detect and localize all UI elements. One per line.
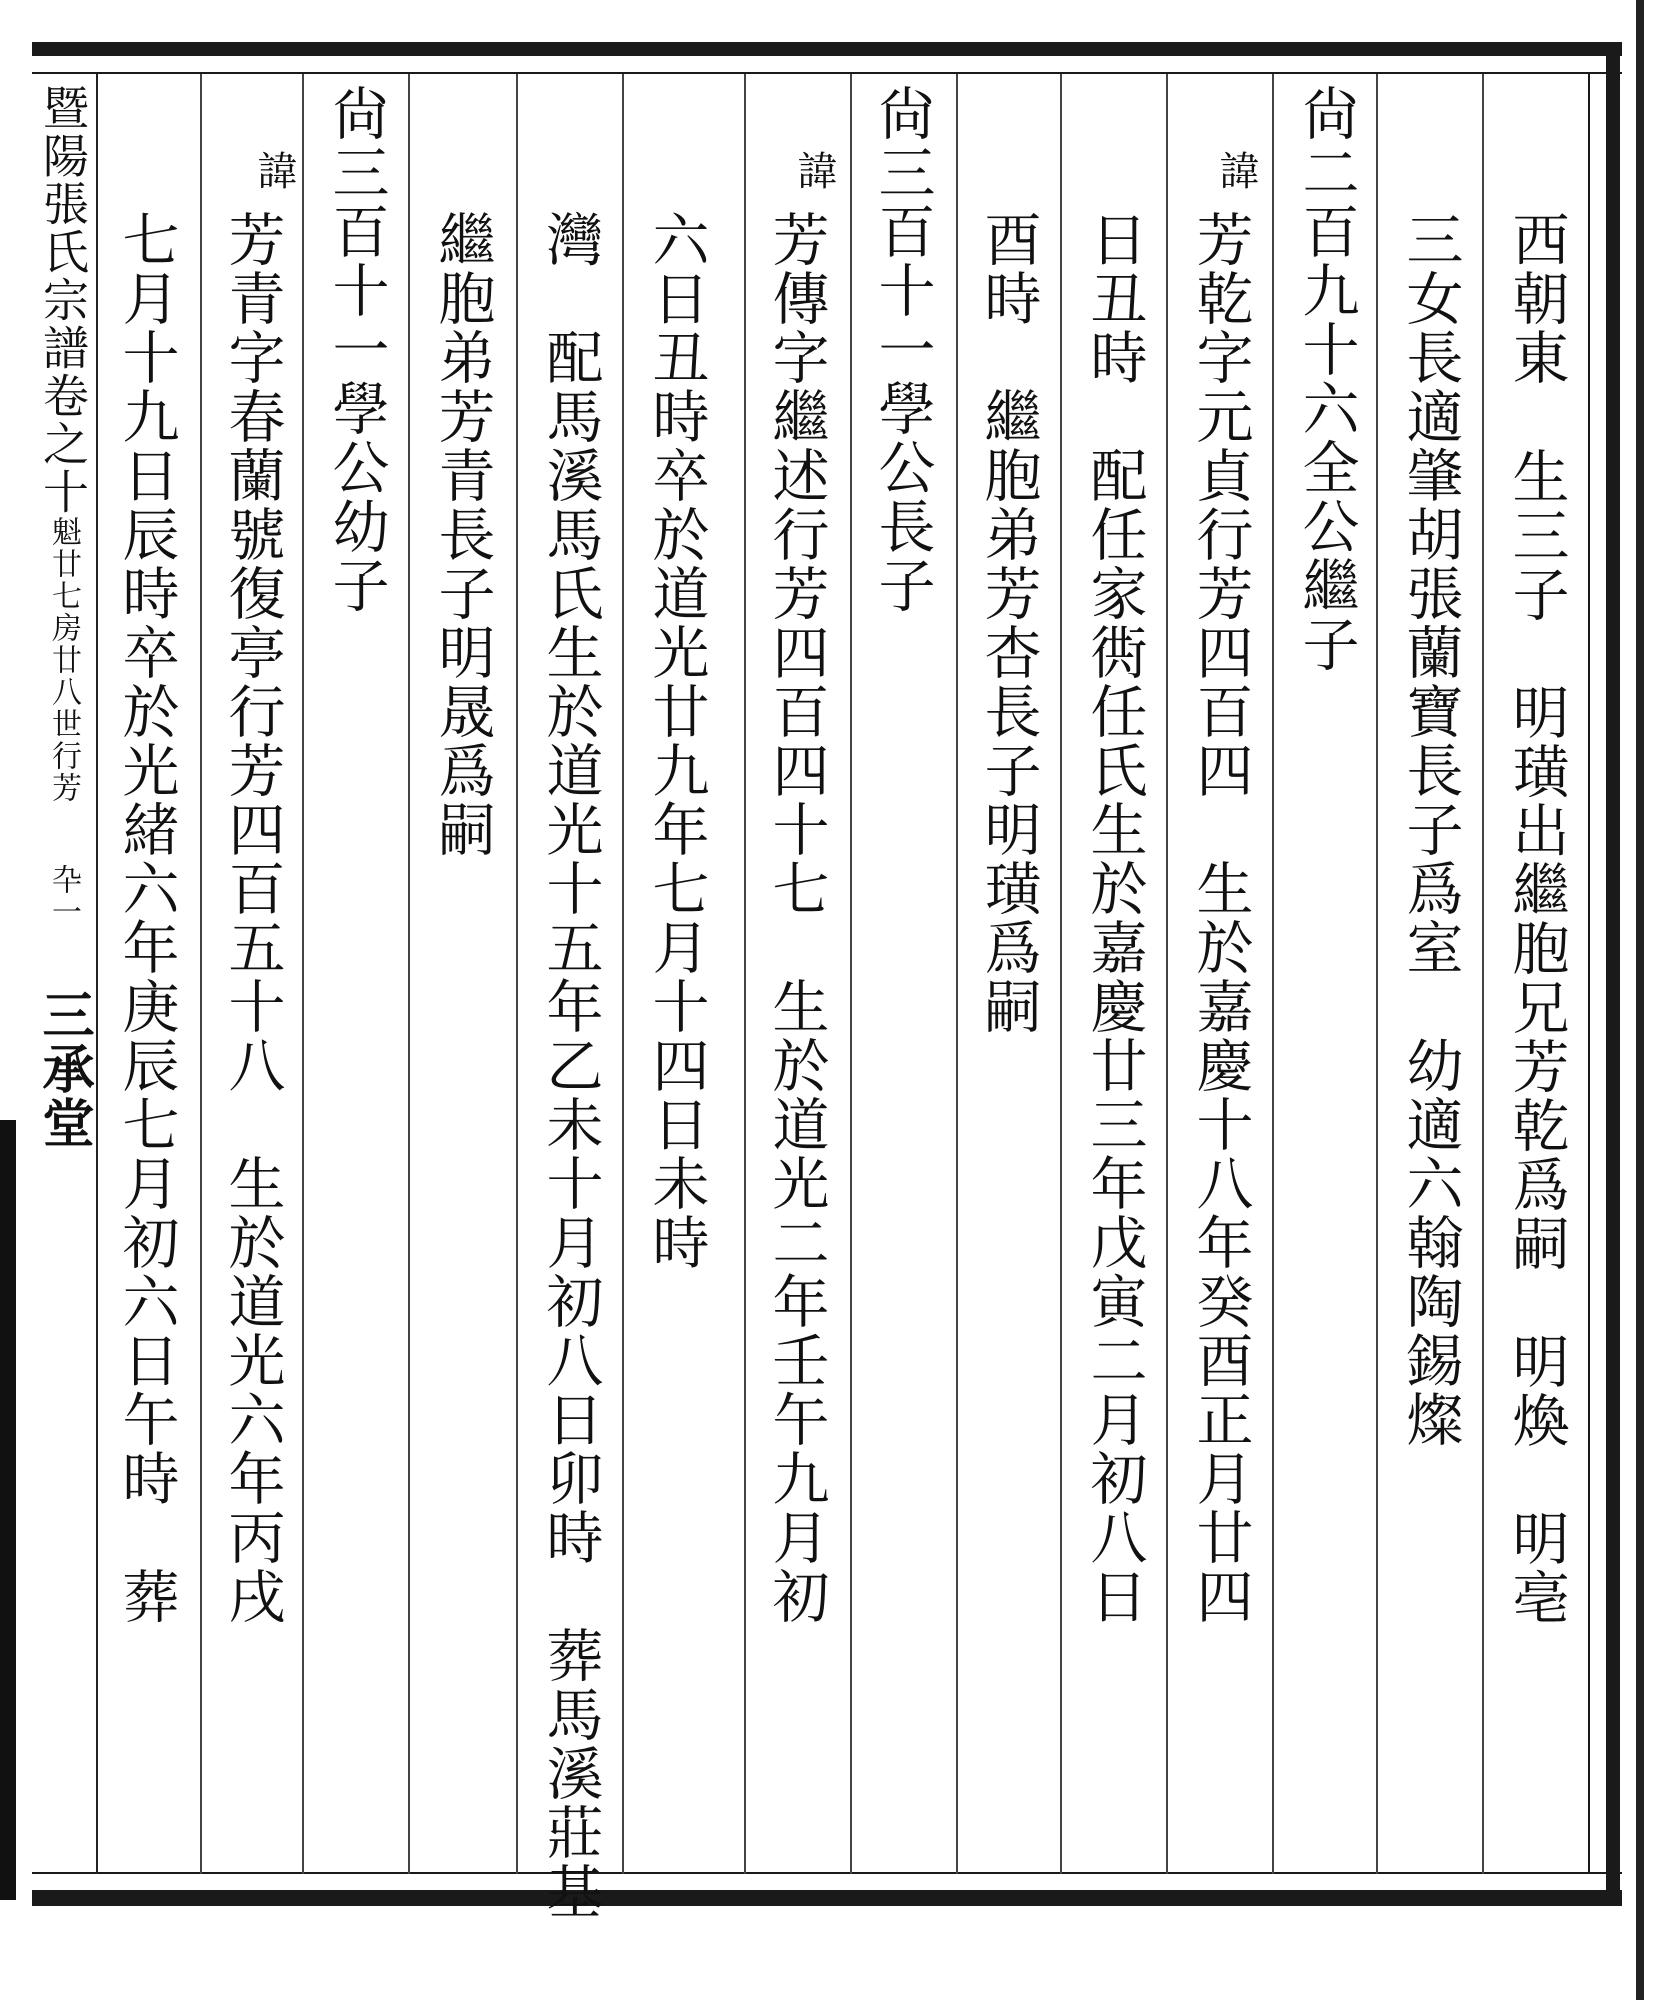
text-column-6	[975, 210, 1041, 1036]
book-fold-edge	[1636, 0, 1644, 2000]
column-text: 繼胞弟芳青長子明晟爲嗣	[429, 210, 495, 859]
text-column-2	[1397, 210, 1463, 1449]
page-border-top	[32, 42, 1622, 56]
column-text: 芳青字春蘭號復亭行芳四百五十八 生於道光六年丙戌	[219, 210, 285, 1626]
page-border-bottom-inner	[32, 1872, 1622, 1874]
spine-volume: 卷之十	[36, 372, 90, 516]
column-text: 三女長適肇胡張蘭寶長子爲室 幼適六翰陶錫燦	[1397, 210, 1463, 1449]
page-border-top-inner	[32, 72, 1622, 74]
text-column-13	[219, 210, 285, 1626]
spine-hall-name: 三承堂	[33, 988, 94, 1150]
column-rule	[1376, 74, 1378, 1874]
text-column-4	[1187, 210, 1253, 1626]
column-note: 諱	[791, 150, 837, 191]
text-column-14	[113, 210, 179, 1626]
column-rule	[200, 74, 202, 1874]
column-text: 七月十九日辰時卒於光緒六年庚辰七月初六日午時 葬	[113, 210, 179, 1626]
text-column-8	[763, 210, 829, 1626]
text-column-5	[1081, 210, 1147, 1626]
column-text: 尙二百九十六全公繼子	[1293, 84, 1359, 674]
column-rule	[956, 74, 958, 1874]
page-border-bottom	[32, 1890, 1622, 1906]
column-rule	[622, 74, 624, 1874]
page-border-right-inner	[1588, 72, 1590, 1874]
text-column-7	[869, 84, 935, 615]
column-text: 尙三百十一學公幼子	[323, 84, 389, 615]
text-column-9	[643, 210, 709, 1272]
text-column-1	[1503, 210, 1569, 1627]
column-text: 生三子 明璜出繼胞兄芳乾爲嗣 明煥 明亳	[1503, 447, 1569, 1627]
column-rule	[408, 74, 410, 1874]
column-rule	[850, 74, 852, 1874]
text-column-12	[323, 84, 389, 615]
book-spine	[26, 84, 101, 1150]
text-column-10	[537, 210, 603, 1921]
page-border-right	[1606, 42, 1620, 1904]
spine-title: 暨陽張氏宗譜	[36, 84, 90, 372]
spine-page-number: 卆一	[46, 864, 81, 928]
column-text: 酉時 繼胞弟芳杏長子明璜爲嗣	[975, 210, 1041, 1036]
column-text: 六日丑時卒於道光廿九年七月十四日未時	[643, 210, 709, 1272]
text-column-8-note	[784, 150, 844, 191]
column-rule	[1166, 74, 1168, 1874]
column-text: 灣 配馬溪馬氏生於道光十五年乙未十月初八日卯時 葬馬溪莊基	[537, 210, 603, 1921]
text-column-3	[1293, 84, 1359, 674]
column-rule	[744, 74, 746, 1874]
column-text: 芳乾字元貞行芳四百四 生於嘉慶十八年癸酉正月廿四	[1187, 210, 1253, 1626]
text-column-4-note	[1206, 150, 1266, 191]
column-rule	[516, 74, 518, 1874]
spine-section: 魁廿七房廿八世行芳	[46, 516, 81, 804]
column-rule	[1482, 74, 1484, 1874]
column-rule	[302, 74, 304, 1874]
page-border-left-shadow	[0, 1120, 16, 1900]
column-note: 諱	[251, 150, 297, 191]
column-text: 尙三百十一學公長子	[869, 84, 935, 615]
column-text: 芳傳字繼述行芳四百四十七 生於道光二年壬午九月初	[763, 210, 829, 1626]
text-column-11	[429, 210, 495, 859]
column-text: 日丑時 配任家衖任氏生於嘉慶廿三年戊寅二月初八日	[1081, 210, 1147, 1626]
column-note: 諱	[1213, 150, 1259, 191]
text-column-13-note	[244, 150, 304, 191]
column-rule	[1060, 74, 1062, 1874]
column-text: 西朝東	[1503, 210, 1569, 387]
column-rule	[1272, 74, 1274, 1874]
